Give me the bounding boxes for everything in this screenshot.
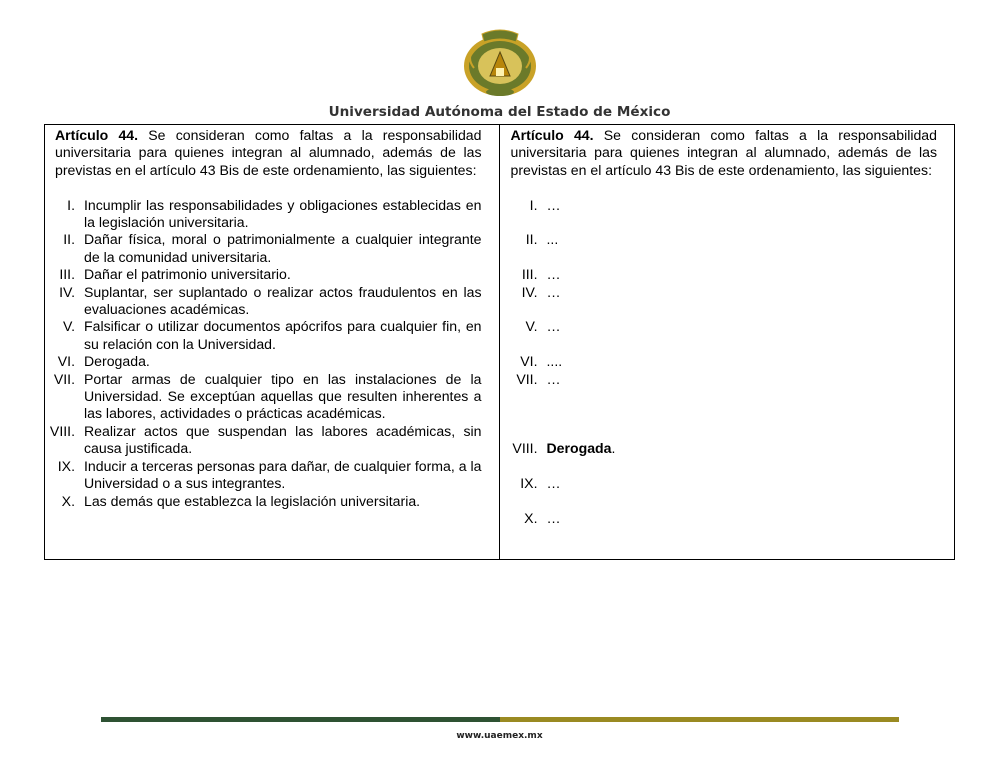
article-label: Artículo 44. [510,127,594,143]
item-text: … [546,318,561,335]
item-number: III. [521,266,538,283]
item-text: Dañar física, moral o patrimonialmente a cualquier integrante de la comunidad universitaria. [84,231,482,265]
item-number: IV. [521,283,538,300]
list-item [49,422,482,458]
item-list [49,196,482,510]
list-item [511,440,938,475]
item-text: … [546,370,561,387]
item-number: II. [525,231,538,248]
list-item [511,475,938,510]
item-number: IV. [59,283,75,300]
item-text: .... [546,353,563,370]
item-text: … [546,196,561,213]
item-text: Realizar actos que suspendan las labores académicas, sin causa justificada. [84,422,482,457]
item-number: VII. [516,370,538,387]
list-item [55,493,482,510]
item-text: Las demás que establezca la legislación universitaria. [84,492,421,509]
item-number: X. [61,492,75,509]
item-text: … [546,283,561,300]
website-url: www.uaemex.mx [456,731,543,741]
article-intro-text: Se consideran como faltas a la responsabilidad universitaria para quienes integran al alumnado, además de las previstas en el artículo 43 Bis de este ordenamiento, las siguientes: [510,127,937,178]
list-item [511,266,938,283]
article-label: Artículo 44. [55,127,139,143]
item-text: ... [546,231,559,248]
item-number: VIII. [512,440,538,457]
comparison-table [44,124,955,560]
left-column [45,125,500,559]
university-name: Universidad Autónoma del Estado de México [328,104,671,120]
item-bold-text: Derogada [546,440,612,457]
footer-line-gold [500,717,899,722]
list-item [511,231,938,266]
list-item [511,353,938,370]
list-item [55,318,482,353]
item-number: I. [529,196,538,213]
article-intro-text: Se consideran como faltas a la responsabilidad universitaria para quienes integran al alumnado, además de las previstas en el artículo 43 Bis de este ordenamiento, las siguientes: [55,127,482,178]
item-text: Suplantar, ser suplantado o realizar actos fraudulentos en las evaluaciones académicas. [84,283,482,318]
list-item [55,231,482,266]
item-number: II. [63,231,75,248]
item-number: IX. [520,475,538,491]
item-number: VI. [57,353,75,370]
item-text: … [546,509,561,526]
item-number: VII. [53,370,75,387]
list-item [511,197,938,232]
item-text: Inducir a terceras personas para dañar, de cualquier forma, a la Universidad o a sus integrantes. [84,457,482,492]
item-number: V. [525,318,538,335]
item-text [547,440,938,475]
university-seal-icon [460,28,540,98]
item-number: III. [59,266,75,283]
item-text: Derogada. [84,353,150,370]
item-text: Dañar el patrimonio universitario. [84,266,291,283]
item-text-suffix: . [611,440,616,457]
list-item [511,510,938,527]
item-list [511,197,938,528]
item-text: … [546,475,561,491]
item-number: I. [67,196,75,213]
item-text: Portar armas de cualquier tipo en las instalaciones de la Universidad. Se exceptúan aquellas que resulten inherentes a las labores, actividades o prácticas académicas. [84,370,482,422]
item-number: VIII. [49,422,75,439]
list-item [55,197,482,232]
footer-line-green [101,717,500,722]
list-item [55,458,482,493]
right-column [500,125,955,559]
list-item [55,371,482,423]
item-number: V. [62,318,75,335]
list-item [55,353,482,370]
item-number: X. [524,509,538,526]
list-item [55,266,482,283]
article-intro [511,127,938,179]
article-intro [55,127,482,179]
item-number: VI. [520,353,538,370]
list-item [511,318,938,353]
item-text: … [546,266,561,283]
list-item [511,371,938,441]
item-text: Incumplir las responsabilidades y obligaciones establecidas en la legislación universitaria. [84,196,482,231]
list-item [55,284,482,319]
item-number: IX. [57,457,75,474]
list-item [511,284,938,319]
item-text: Falsificar o utilizar documentos apócrifos para cualquier fin, en su relación con la Universidad. [84,318,482,352]
